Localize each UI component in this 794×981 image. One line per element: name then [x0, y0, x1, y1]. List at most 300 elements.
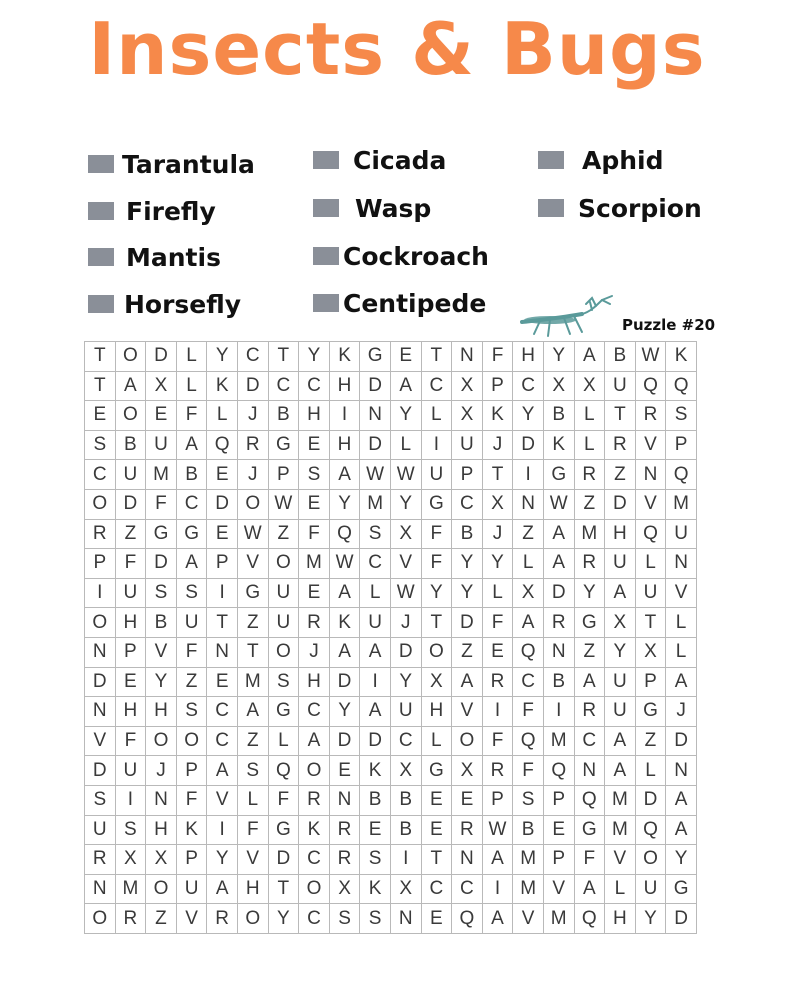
grid-cell[interactable]: M [299, 549, 330, 579]
grid-cell[interactable]: T [605, 401, 636, 431]
grid-cell[interactable]: K [329, 342, 360, 372]
grid-cell[interactable]: L [666, 637, 697, 667]
grid-cell[interactable]: T [268, 874, 299, 904]
grid-cell[interactable]: Q [635, 519, 666, 549]
grid-cell[interactable]: R [207, 904, 238, 934]
grid-cell[interactable]: F [574, 845, 605, 875]
word-item-cockroach[interactable] [313, 241, 489, 271]
grid-cell[interactable]: G [421, 489, 452, 519]
grid-cell[interactable]: E [207, 667, 238, 697]
grid-cell[interactable]: B [115, 430, 146, 460]
grid-cell[interactable]: Z [146, 904, 177, 934]
grid-cell[interactable]: F [176, 785, 207, 815]
grid-cell[interactable]: U [452, 430, 483, 460]
grid-cell[interactable]: Q [635, 371, 666, 401]
grid-cell[interactable]: L [605, 874, 636, 904]
grid-cell[interactable]: K [299, 815, 330, 845]
grid-cell[interactable]: Y [452, 549, 483, 579]
grid-cell[interactable]: S [513, 785, 544, 815]
grid-cell[interactable]: M [574, 519, 605, 549]
grid-cell[interactable]: I [85, 578, 116, 608]
grid-cell[interactable]: W [390, 460, 421, 490]
grid-cell[interactable]: F [482, 342, 513, 372]
grid-cell[interactable]: N [329, 785, 360, 815]
grid-cell[interactable]: Q [666, 371, 697, 401]
grid-cell[interactable]: I [329, 401, 360, 431]
word-checkbox[interactable] [88, 295, 114, 313]
grid-cell[interactable]: G [360, 342, 391, 372]
grid-cell[interactable]: N [543, 637, 574, 667]
grid-cell[interactable]: K [207, 371, 238, 401]
grid-cell[interactable]: R [574, 549, 605, 579]
grid-cell[interactable]: O [237, 489, 268, 519]
grid-cell[interactable]: W [268, 489, 299, 519]
grid-cell[interactable]: C [513, 667, 544, 697]
grid-cell[interactable]: A [482, 845, 513, 875]
grid-cell[interactable]: L [237, 785, 268, 815]
grid-cell[interactable]: M [543, 904, 574, 934]
grid-cell[interactable]: X [146, 845, 177, 875]
grid-cell[interactable]: K [360, 874, 391, 904]
grid-cell[interactable]: Q [452, 904, 483, 934]
grid-cell[interactable]: N [85, 874, 116, 904]
grid-cell[interactable]: U [176, 608, 207, 638]
grid-cell[interactable]: S [237, 756, 268, 786]
grid-cell[interactable]: R [299, 785, 330, 815]
grid-cell[interactable]: Y [329, 489, 360, 519]
grid-cell[interactable]: Q [543, 756, 574, 786]
grid-cell[interactable]: U [176, 874, 207, 904]
grid-cell[interactable]: V [85, 726, 116, 756]
word-checkbox[interactable] [538, 151, 564, 169]
grid-cell[interactable]: Y [329, 697, 360, 727]
grid-cell[interactable]: U [115, 756, 146, 786]
grid-cell[interactable]: P [482, 371, 513, 401]
grid-cell[interactable]: G [421, 756, 452, 786]
grid-cell[interactable]: A [605, 756, 636, 786]
grid-cell[interactable]: D [329, 667, 360, 697]
grid-cell[interactable]: P [543, 845, 574, 875]
grid-cell[interactable]: O [268, 549, 299, 579]
grid-cell[interactable]: T [237, 637, 268, 667]
grid-cell[interactable]: S [360, 904, 391, 934]
grid-cell[interactable]: L [176, 342, 207, 372]
grid-cell[interactable]: U [115, 578, 146, 608]
grid-cell[interactable]: N [85, 637, 116, 667]
grid-cell[interactable]: H [146, 815, 177, 845]
grid-cell[interactable]: H [237, 874, 268, 904]
grid-cell[interactable]: X [543, 371, 574, 401]
grid-cell[interactable]: V [635, 430, 666, 460]
grid-cell[interactable]: P [115, 637, 146, 667]
grid-cell[interactable]: G [574, 608, 605, 638]
grid-cell[interactable]: W [237, 519, 268, 549]
grid-cell[interactable]: I [513, 460, 544, 490]
grid-cell[interactable]: I [207, 815, 238, 845]
grid-cell[interactable]: I [543, 697, 574, 727]
grid-cell[interactable]: W [482, 815, 513, 845]
grid-cell[interactable]: Z [574, 637, 605, 667]
grid-cell[interactable]: M [237, 667, 268, 697]
grid-cell[interactable]: A [176, 549, 207, 579]
grid-cell[interactable]: A [574, 667, 605, 697]
grid-cell[interactable]: H [115, 697, 146, 727]
grid-cell[interactable]: N [635, 460, 666, 490]
grid-cell[interactable]: F [176, 637, 207, 667]
grid-cell[interactable]: Y [635, 904, 666, 934]
grid-cell[interactable]: I [115, 785, 146, 815]
grid-cell[interactable]: L [574, 430, 605, 460]
grid-cell[interactable]: L [635, 756, 666, 786]
grid-cell[interactable]: Y [482, 549, 513, 579]
word-item-wasp[interactable] [313, 193, 431, 223]
grid-cell[interactable]: S [85, 785, 116, 815]
grid-cell[interactable]: C [513, 371, 544, 401]
grid-cell[interactable]: O [237, 904, 268, 934]
grid-cell[interactable]: U [146, 430, 177, 460]
grid-cell[interactable]: P [452, 460, 483, 490]
grid-cell[interactable]: D [115, 489, 146, 519]
grid-cell[interactable]: I [390, 845, 421, 875]
grid-cell[interactable]: Z [176, 667, 207, 697]
grid-cell[interactable]: L [207, 401, 238, 431]
grid-cell[interactable]: K [666, 342, 697, 372]
grid-cell[interactable]: A [360, 697, 391, 727]
grid-cell[interactable]: O [452, 726, 483, 756]
grid-cell[interactable]: N [146, 785, 177, 815]
grid-cell[interactable]: P [635, 667, 666, 697]
grid-cell[interactable]: E [421, 904, 452, 934]
grid-cell[interactable]: H [513, 342, 544, 372]
grid-cell[interactable]: A [207, 874, 238, 904]
grid-cell[interactable]: V [452, 697, 483, 727]
grid-cell[interactable]: C [299, 371, 330, 401]
grid-cell[interactable]: B [543, 401, 574, 431]
grid-cell[interactable]: D [666, 726, 697, 756]
grid-cell[interactable]: Y [513, 401, 544, 431]
grid-cell[interactable]: M [666, 489, 697, 519]
grid-cell[interactable]: Z [574, 489, 605, 519]
grid-cell[interactable]: Y [390, 489, 421, 519]
grid-cell[interactable]: J [666, 697, 697, 727]
grid-cell[interactable]: X [452, 371, 483, 401]
grid-cell[interactable]: D [360, 430, 391, 460]
grid-cell[interactable]: C [299, 697, 330, 727]
grid-cell[interactable]: U [635, 874, 666, 904]
grid-cell[interactable]: D [207, 489, 238, 519]
grid-cell[interactable]: P [85, 549, 116, 579]
grid-cell[interactable]: E [360, 815, 391, 845]
grid-cell[interactable]: M [513, 874, 544, 904]
grid-cell[interactable]: Q [207, 430, 238, 460]
grid-cell[interactable]: L [482, 578, 513, 608]
grid-cell[interactable]: V [543, 874, 574, 904]
grid-cell[interactable]: D [666, 904, 697, 934]
grid-cell[interactable]: A [452, 667, 483, 697]
grid-cell[interactable]: I [207, 578, 238, 608]
grid-cell[interactable]: R [452, 815, 483, 845]
grid-cell[interactable]: T [635, 608, 666, 638]
grid-cell[interactable]: T [268, 342, 299, 372]
grid-cell[interactable]: M [513, 845, 544, 875]
grid-cell[interactable]: A [605, 578, 636, 608]
grid-cell[interactable]: K [329, 608, 360, 638]
grid-cell[interactable]: G [268, 815, 299, 845]
grid-cell[interactable]: P [176, 845, 207, 875]
grid-cell[interactable]: D [146, 549, 177, 579]
grid-cell[interactable]: L [513, 549, 544, 579]
grid-cell[interactable]: M [543, 726, 574, 756]
grid-cell[interactable]: R [574, 460, 605, 490]
grid-cell[interactable]: G [176, 519, 207, 549]
grid-cell[interactable]: A [207, 756, 238, 786]
grid-cell[interactable]: U [666, 519, 697, 549]
grid-cell[interactable]: A [176, 430, 207, 460]
grid-cell[interactable]: U [268, 608, 299, 638]
grid-cell[interactable]: T [482, 460, 513, 490]
grid-cell[interactable]: X [452, 401, 483, 431]
grid-cell[interactable]: L [421, 726, 452, 756]
grid-cell[interactable]: G [574, 815, 605, 845]
grid-cell[interactable]: D [605, 489, 636, 519]
grid-cell[interactable]: B [605, 342, 636, 372]
grid-cell[interactable]: E [299, 578, 330, 608]
grid-cell[interactable]: N [666, 549, 697, 579]
grid-cell[interactable]: K [360, 756, 391, 786]
grid-cell[interactable]: N [513, 489, 544, 519]
grid-cell[interactable]: U [635, 578, 666, 608]
grid-cell[interactable]: F [482, 726, 513, 756]
grid-cell[interactable]: V [635, 489, 666, 519]
grid-cell[interactable]: L [421, 401, 452, 431]
grid-cell[interactable]: X [390, 519, 421, 549]
grid-cell[interactable]: C [207, 697, 238, 727]
grid-cell[interactable]: B [176, 460, 207, 490]
grid-cell[interactable]: X [115, 845, 146, 875]
grid-cell[interactable]: E [115, 667, 146, 697]
grid-cell[interactable]: E [421, 815, 452, 845]
grid-cell[interactable]: Y [207, 342, 238, 372]
grid-cell[interactable]: H [146, 697, 177, 727]
grid-cell[interactable]: R [85, 845, 116, 875]
grid-cell[interactable]: P [482, 785, 513, 815]
grid-cell[interactable]: P [666, 430, 697, 460]
grid-cell[interactable]: D [635, 785, 666, 815]
grid-cell[interactable]: Q [329, 519, 360, 549]
grid-cell[interactable]: N [574, 756, 605, 786]
grid-cell[interactable]: L [635, 549, 666, 579]
grid-cell[interactable]: I [421, 430, 452, 460]
grid-cell[interactable]: A [482, 904, 513, 934]
grid-cell[interactable]: O [85, 608, 116, 638]
grid-cell[interactable]: U [605, 697, 636, 727]
grid-cell[interactable]: L [390, 430, 421, 460]
grid-cell[interactable]: V [513, 904, 544, 934]
grid-cell[interactable]: R [115, 904, 146, 934]
grid-cell[interactable]: P [176, 756, 207, 786]
grid-cell[interactable]: S [85, 430, 116, 460]
grid-cell[interactable]: W [390, 578, 421, 608]
grid-cell[interactable]: B [543, 667, 574, 697]
grid-cell[interactable]: F [115, 726, 146, 756]
grid-cell[interactable]: D [360, 726, 391, 756]
grid-cell[interactable]: Q [513, 637, 544, 667]
grid-cell[interactable]: R [299, 608, 330, 638]
grid-cell[interactable]: O [85, 904, 116, 934]
grid-cell[interactable]: B [146, 608, 177, 638]
grid-cell[interactable]: G [268, 430, 299, 460]
grid-cell[interactable]: L [574, 401, 605, 431]
grid-cell[interactable]: N [360, 401, 391, 431]
grid-cell[interactable]: S [360, 519, 391, 549]
grid-cell[interactable]: C [452, 489, 483, 519]
grid-cell[interactable]: C [421, 874, 452, 904]
grid-cell[interactable]: X [605, 608, 636, 638]
grid-cell[interactable]: G [146, 519, 177, 549]
grid-cell[interactable]: S [146, 578, 177, 608]
grid-cell[interactable]: X [146, 371, 177, 401]
grid-cell[interactable]: X [482, 489, 513, 519]
grid-cell[interactable]: L [176, 371, 207, 401]
grid-cell[interactable]: R [482, 756, 513, 786]
grid-cell[interactable]: V [207, 785, 238, 815]
grid-cell[interactable]: N [207, 637, 238, 667]
grid-cell[interactable]: Q [574, 904, 605, 934]
grid-cell[interactable]: A [666, 667, 697, 697]
grid-cell[interactable]: U [85, 815, 116, 845]
grid-cell[interactable]: C [390, 726, 421, 756]
grid-cell[interactable]: Z [237, 726, 268, 756]
grid-cell[interactable]: E [85, 401, 116, 431]
grid-cell[interactable]: S [329, 904, 360, 934]
word-checkbox[interactable] [88, 155, 114, 173]
grid-cell[interactable]: A [666, 815, 697, 845]
grid-cell[interactable]: C [360, 549, 391, 579]
grid-cell[interactable]: R [237, 430, 268, 460]
grid-cell[interactable]: E [482, 637, 513, 667]
grid-cell[interactable]: C [574, 726, 605, 756]
grid-cell[interactable]: Z [452, 637, 483, 667]
grid-cell[interactable]: H [299, 667, 330, 697]
grid-cell[interactable]: T [421, 608, 452, 638]
grid-cell[interactable]: S [176, 697, 207, 727]
grid-cell[interactable]: O [85, 489, 116, 519]
grid-cell[interactable]: M [146, 460, 177, 490]
grid-cell[interactable]: F [482, 608, 513, 638]
grid-cell[interactable]: A [666, 785, 697, 815]
grid-cell[interactable]: X [452, 756, 483, 786]
grid-cell[interactable]: S [360, 845, 391, 875]
grid-cell[interactable]: A [543, 549, 574, 579]
grid-cell[interactable]: Y [390, 401, 421, 431]
grid-cell[interactable]: U [268, 578, 299, 608]
grid-cell[interactable]: T [85, 342, 116, 372]
grid-cell[interactable]: O [268, 637, 299, 667]
grid-cell[interactable]: M [115, 874, 146, 904]
word-item-firefly[interactable] [88, 196, 216, 226]
grid-cell[interactable]: A [115, 371, 146, 401]
grid-cell[interactable]: Y [421, 578, 452, 608]
grid-cell[interactable]: A [360, 637, 391, 667]
grid-cell[interactable]: Z [237, 608, 268, 638]
word-checkbox[interactable] [313, 151, 339, 169]
grid-cell[interactable]: Z [635, 726, 666, 756]
grid-cell[interactable]: T [421, 845, 452, 875]
grid-cell[interactable]: M [360, 489, 391, 519]
grid-cell[interactable]: R [85, 519, 116, 549]
grid-cell[interactable]: X [390, 756, 421, 786]
grid-cell[interactable]: Y [207, 845, 238, 875]
grid-cell[interactable]: D [390, 637, 421, 667]
word-checkbox[interactable] [313, 294, 339, 312]
grid-cell[interactable]: J [146, 756, 177, 786]
grid-cell[interactable]: Y [666, 845, 697, 875]
word-item-tarantula[interactable] [88, 149, 255, 179]
grid-cell[interactable]: A [329, 637, 360, 667]
grid-cell[interactable]: W [635, 342, 666, 372]
grid-cell[interactable]: E [207, 460, 238, 490]
grid-cell[interactable]: E [299, 430, 330, 460]
grid-cell[interactable]: Q [513, 726, 544, 756]
grid-cell[interactable]: U [421, 460, 452, 490]
grid-cell[interactable]: U [390, 697, 421, 727]
grid-cell[interactable]: V [390, 549, 421, 579]
grid-cell[interactable]: V [237, 845, 268, 875]
grid-cell[interactable]: R [329, 845, 360, 875]
grid-cell[interactable]: F [146, 489, 177, 519]
grid-cell[interactable]: J [237, 401, 268, 431]
grid-cell[interactable]: N [452, 845, 483, 875]
grid-cell[interactable]: O [299, 756, 330, 786]
grid-cell[interactable]: H [299, 401, 330, 431]
grid-cell[interactable]: B [452, 519, 483, 549]
grid-cell[interactable]: F [421, 519, 452, 549]
grid-cell[interactable]: S [115, 815, 146, 845]
grid-cell[interactable]: N [85, 697, 116, 727]
grid-cell[interactable]: U [605, 549, 636, 579]
grid-cell[interactable]: J [299, 637, 330, 667]
grid-cell[interactable]: B [390, 785, 421, 815]
grid-cell[interactable]: H [605, 519, 636, 549]
grid-cell[interactable]: Q [574, 785, 605, 815]
grid-cell[interactable]: H [329, 430, 360, 460]
grid-cell[interactable]: T [207, 608, 238, 638]
grid-cell[interactable]: Q [268, 756, 299, 786]
grid-cell[interactable]: F [268, 785, 299, 815]
grid-cell[interactable]: R [605, 430, 636, 460]
grid-cell[interactable]: O [146, 726, 177, 756]
grid-cell[interactable]: D [237, 371, 268, 401]
grid-cell[interactable]: R [482, 667, 513, 697]
grid-cell[interactable]: L [360, 578, 391, 608]
grid-cell[interactable]: E [543, 815, 574, 845]
grid-cell[interactable]: W [329, 549, 360, 579]
grid-cell[interactable]: P [207, 549, 238, 579]
grid-cell[interactable]: D [85, 756, 116, 786]
grid-cell[interactable]: Y [390, 667, 421, 697]
grid-cell[interactable]: K [482, 401, 513, 431]
grid-cell[interactable]: A [237, 697, 268, 727]
grid-cell[interactable]: W [543, 489, 574, 519]
grid-cell[interactable]: H [421, 697, 452, 727]
grid-cell[interactable]: E [299, 489, 330, 519]
grid-cell[interactable]: V [146, 637, 177, 667]
grid-cell[interactable]: F [513, 756, 544, 786]
grid-cell[interactable]: G [237, 578, 268, 608]
grid-cell[interactable]: H [115, 608, 146, 638]
grid-cell[interactable]: X [574, 371, 605, 401]
grid-cell[interactable]: G [635, 697, 666, 727]
